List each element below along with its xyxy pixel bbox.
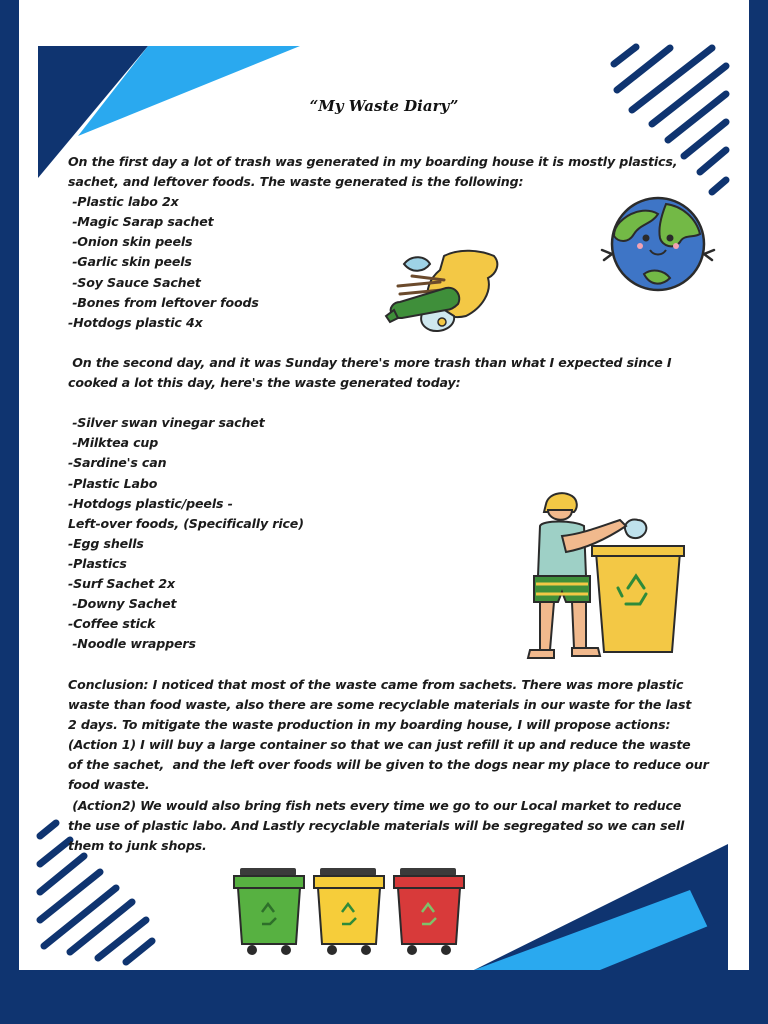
- day2-item: -Plastics: [68, 555, 127, 571]
- day1-intro-line: On the first day a lot of trash was generated in my boarding house it is mostly plastics,: [68, 154, 678, 169]
- red-bin-icon: [394, 868, 464, 955]
- day1-item: -Hotdogs plastic 4x: [68, 314, 203, 330]
- day1-item: -Bones from leftover foods: [68, 294, 259, 310]
- day1-item: -Magic Sarap sachet: [68, 214, 214, 230]
- green-bin-icon: [234, 868, 304, 955]
- conclusion-line: Conclusion: I noticed that most of the waste came from sachets. There was more plastic: [68, 677, 684, 692]
- day2-item: -Hotdogs plastic/peels -: [68, 495, 233, 511]
- day2-item: Left-over foods, (Specifically rice): [68, 515, 304, 531]
- conclusion-line: of the sachet, and the left over foods will be given to the dogs near my place to reduce our: [68, 757, 709, 773]
- day1-item: -Plastic labo 2x: [68, 194, 179, 210]
- day2-item: -Silver swan vinegar sachet: [68, 415, 265, 431]
- yellow-bin-icon: [314, 868, 384, 955]
- smiling-earth-illustration: [600, 194, 716, 294]
- conclusion-line: food waste.: [68, 777, 150, 793]
- day1-section: [68, 152, 677, 333]
- blank-line: [68, 393, 671, 413]
- day1-item: -Soy Sauce Sachet: [68, 274, 201, 290]
- day2-item: -Surf Sachet 2x: [68, 576, 175, 592]
- day2-intro-line: cooked a lot this day, here's the waste generated today:: [68, 375, 461, 391]
- conclusion-line: (Action2) We would also bring fish nets every time we go to our Local market to reduce: [68, 797, 682, 813]
- person-recycling-illustration: [522, 490, 688, 660]
- day1-item: -Onion skin peels: [68, 234, 193, 250]
- conclusion-line: waste than food waste, also there are some recyclable materials in our waste for the last: [68, 697, 692, 713]
- conclusion-line: (Action 1) I will buy a large container so that we can just refill it up and reduce the waste: [68, 737, 691, 753]
- page-title: “My Waste Diary”: [309, 97, 459, 115]
- day2-item: -Milktea cup: [68, 435, 159, 451]
- conclusion-section: [68, 675, 709, 856]
- day2-item: -Egg shells: [68, 535, 144, 551]
- conclusion-line: the use of plastic labo. And Lastly recyclable materials will be segregated so we can sell: [68, 817, 685, 833]
- trash-pile-illustration: [384, 246, 504, 336]
- day1-item: -Garlic skin peels: [68, 254, 192, 270]
- day2-item: -Sardine's can: [68, 455, 167, 471]
- conclusion-line: them to junk shops.: [68, 837, 207, 853]
- day2-item: -Noodle wrappers: [68, 636, 196, 652]
- recycling-bins-illustration: [230, 862, 470, 958]
- day2-item: -Coffee stick: [68, 616, 156, 632]
- day2-item: -Downy Sachet: [68, 596, 177, 612]
- day2-intro-line: On the second day, and it was Sunday there's more trash than what I expected since I: [68, 355, 672, 370]
- conclusion-line: 2 days. To mitigate the waste production in my boarding house, I will propose actions:: [68, 717, 671, 733]
- day2-item: -Plastic Labo: [68, 475, 158, 491]
- day1-intro-line: sachet, and leftover foods. The waste generated is the following:: [68, 174, 524, 190]
